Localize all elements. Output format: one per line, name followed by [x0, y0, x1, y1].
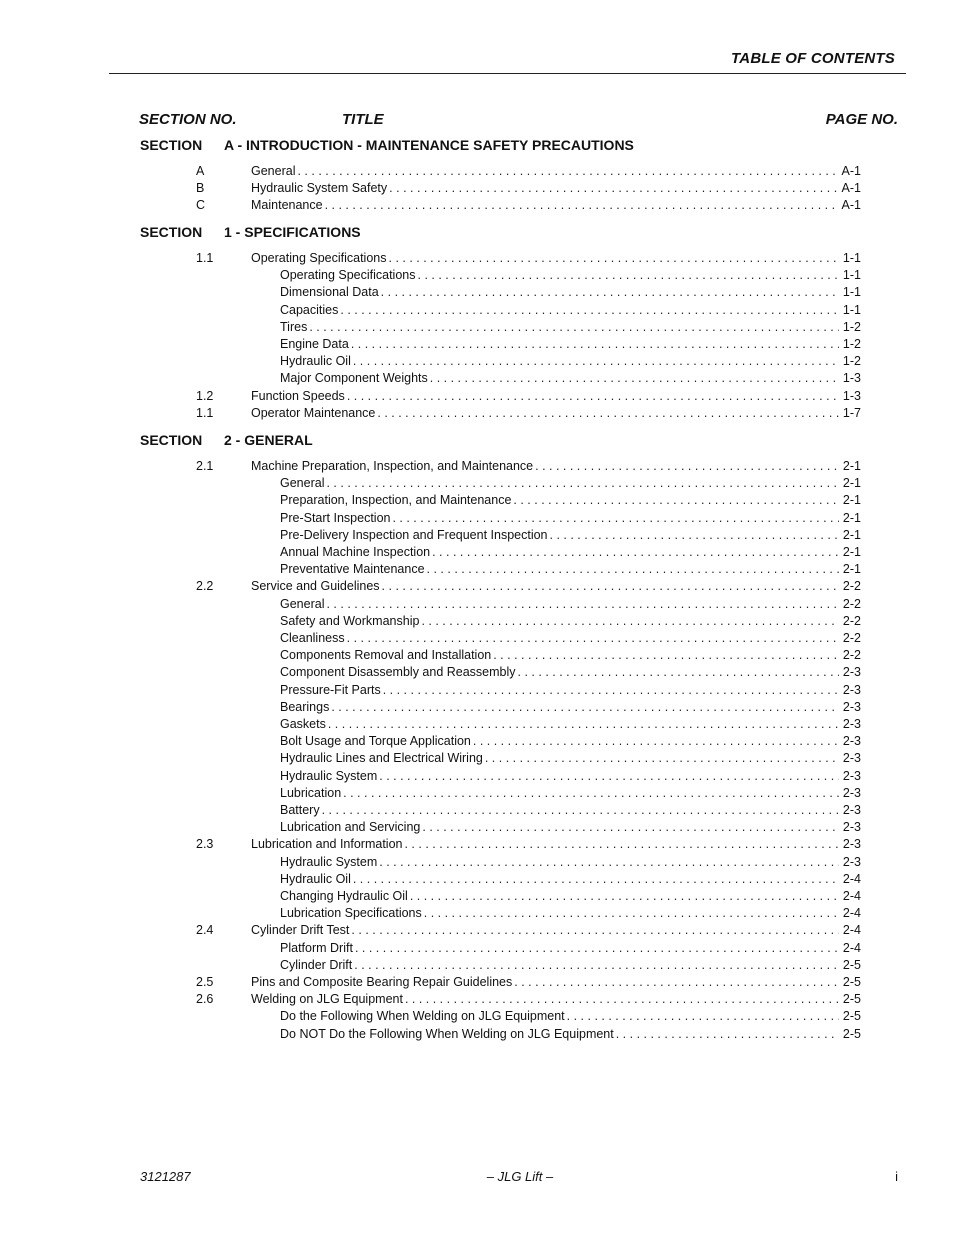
toc-entry[interactable] [196, 922, 861, 939]
toc-dot-leader [567, 1008, 839, 1025]
toc-dot-leader [485, 750, 839, 767]
toc-entry-title: Pressure-Fit Parts [280, 682, 381, 697]
toc-dot-leader [422, 819, 839, 836]
toc-entry-page: 1-7 [842, 405, 861, 420]
toc-dot-leader [518, 664, 839, 681]
toc-dot-leader [513, 492, 839, 509]
toc-entry-page: 2-4 [842, 889, 861, 903]
toc-entry-page: 2-4 [842, 940, 861, 955]
toc-entry-title: Operator Maintenance [251, 405, 376, 420]
toc-dot-leader [354, 957, 839, 974]
toc-dot-leader [473, 733, 839, 750]
toc-entry-page: 2-3 [842, 717, 861, 731]
toc-entry-title: Welding on JLG Equipment [251, 992, 403, 1007]
toc-dot-leader [328, 716, 839, 733]
toc-dot-leader [550, 527, 839, 544]
toc-entry-page: 2-3 [842, 682, 861, 697]
toc-entry-page: 2-3 [842, 751, 861, 766]
toc-entry-page: 2-3 [842, 665, 861, 680]
toc-entry-number: 1.1 [196, 251, 214, 265]
toc-dot-leader [351, 336, 839, 353]
section-heading [140, 136, 634, 154]
toc-entry[interactable] [196, 250, 861, 267]
toc-entry-title: Cylinder Drift Test [251, 923, 350, 938]
toc-entry-number: B [196, 181, 205, 196]
toc-entry[interactable] [196, 991, 861, 1008]
toc-entry-page: A-1 [841, 164, 861, 178]
toc-entry[interactable] [280, 561, 861, 578]
toc-entry[interactable] [196, 197, 861, 214]
toc-entry-page: 1-2 [842, 337, 861, 351]
footer-doc-number: 3121287 [140, 1169, 191, 1184]
toc-entry-title: Component Disassembly and Reassembly [280, 665, 516, 680]
toc-entry[interactable] [280, 768, 861, 785]
toc-entry-number: 1.1 [196, 405, 214, 420]
toc-entry-page: 2-2 [842, 596, 861, 611]
toc-entry[interactable] [280, 353, 861, 370]
toc-dot-leader [493, 647, 839, 664]
toc-entry-title: Preventative Maintenance [280, 562, 425, 577]
toc-entry[interactable] [280, 699, 861, 716]
toc-entry-number: 2.4 [196, 923, 214, 938]
toc-entry-page: 2-5 [842, 1026, 861, 1041]
toc-entry-title: Preparation, Inspection, and Maintenance [280, 493, 512, 508]
toc-dot-leader [379, 768, 839, 785]
toc-entry[interactable] [280, 336, 861, 353]
toc-entry-number: 1.2 [196, 388, 214, 403]
toc-entry-title: Capacities [280, 302, 339, 317]
toc-entry-title: Major Component Weights [280, 371, 428, 386]
toc-dot-leader [418, 267, 839, 284]
toc-entry-page: 1-3 [842, 371, 861, 386]
toc-entry-page: A-1 [841, 198, 861, 213]
toc-entry-title: Hydraulic Lines and Electrical Wiring [280, 751, 483, 766]
toc-dot-leader [389, 250, 839, 267]
section-title: A - INTRODUCTION - MAINTENANCE SAFETY PRECAUTIONS [224, 137, 634, 153]
toc-entry[interactable] [280, 750, 861, 767]
toc-dot-leader [424, 905, 839, 922]
toc-dot-leader [410, 888, 839, 905]
column-heading-section: SECTION NO. [139, 111, 237, 128]
toc-entry[interactable] [280, 613, 861, 630]
toc-entry-page: 2-5 [842, 975, 861, 989]
toc-entry-page: 1-1 [842, 251, 861, 265]
toc-entry[interactable] [280, 785, 861, 802]
toc-entry-page: 2-1 [842, 545, 861, 559]
toc-dot-leader [322, 802, 839, 819]
toc-entry-title: General [251, 164, 296, 178]
section-word: SECTION [140, 137, 203, 153]
toc-entry-title: Hydraulic System [280, 768, 378, 783]
toc-dot-leader [514, 974, 839, 991]
toc-entry-page: 2-2 [842, 579, 861, 594]
toc-entry[interactable] [280, 647, 861, 664]
toc-dot-leader [430, 370, 839, 387]
toc-entry-title: Machine Preparation, Inspection, and Maintenance [251, 459, 534, 473]
toc-entry-page: 1-3 [842, 388, 861, 403]
toc-entry[interactable] [280, 716, 861, 733]
toc-entry-number: 2.1 [196, 459, 214, 473]
toc-entry-number: 2.3 [196, 837, 214, 852]
toc-entry[interactable] [280, 630, 861, 647]
toc-entry-title: Safety and Workmanship [280, 613, 420, 628]
toc-entry[interactable] [280, 284, 861, 301]
column-heading-page: PAGE NO. [825, 111, 898, 128]
toc-entry-title: Hydraulic System Safety [251, 181, 388, 196]
toc-entry-page: 2-3 [842, 785, 861, 800]
toc-entry-number: A [196, 164, 205, 178]
toc-entry[interactable] [280, 733, 861, 750]
toc-entry-title: Service and Guidelines [251, 579, 380, 594]
toc-entry-number: C [196, 198, 206, 213]
toc-entry[interactable] [280, 319, 861, 336]
toc-entry[interactable] [280, 527, 861, 544]
toc-entry-page: 2-3 [842, 837, 861, 852]
toc-dot-leader [347, 630, 839, 647]
toc-entry-page: 2-3 [842, 820, 861, 835]
toc-entry-title: Engine Data [280, 337, 349, 351]
toc-entry-page: 2-4 [842, 906, 861, 921]
toc-entry[interactable] [280, 302, 861, 319]
section-word: SECTION [140, 224, 203, 240]
toc-entry-title: Platform Drift [280, 940, 353, 955]
toc-entry-title: Pins and Composite Bearing Repair Guidelines [251, 975, 513, 989]
toc-entry-title: Gaskets [280, 717, 326, 731]
toc-entry-page: 2-1 [842, 476, 861, 491]
toc-entry-title: Lubrication and Servicing [280, 820, 421, 835]
toc-entry-title: Lubrication and Information [251, 837, 403, 852]
section-title: 1 - SPECIFICATIONS [224, 224, 361, 240]
toc-entry-page: 2-2 [842, 648, 861, 663]
toc-dot-leader [343, 785, 839, 802]
toc-entry[interactable] [280, 888, 861, 905]
toc-entry-page: 2-4 [842, 871, 861, 886]
toc-dot-leader [297, 163, 837, 180]
toc-entry-page: 1-1 [842, 268, 861, 283]
toc-dot-leader [421, 613, 838, 630]
toc-dot-leader [535, 458, 839, 475]
toc-dot-leader [325, 197, 838, 214]
toc-dot-leader [383, 682, 839, 699]
toc-entry-title: General [280, 596, 325, 611]
toc-dot-leader [347, 388, 839, 405]
toc-dot-leader [427, 561, 839, 578]
toc-entry[interactable] [280, 1008, 861, 1025]
toc-entry[interactable] [280, 475, 861, 492]
toc-entry-number: 2.2 [196, 579, 214, 594]
toc-entry-title: Tires [280, 319, 308, 334]
toc-entry[interactable] [280, 370, 861, 387]
toc-entry[interactable] [280, 940, 861, 957]
toc-dot-leader [353, 871, 839, 888]
toc-entry[interactable] [196, 458, 861, 475]
toc-entry-page: 2-5 [842, 992, 861, 1007]
toc-dot-leader [326, 475, 838, 492]
toc-entry-title: Cylinder Drift [280, 957, 353, 972]
toc-entry-page: 2-1 [842, 527, 861, 542]
toc-entry-page: 2-1 [842, 510, 861, 525]
section-heading [140, 223, 361, 241]
toc-dot-leader [616, 1026, 839, 1043]
toc-entry[interactable] [280, 1026, 861, 1043]
toc-entry-title: Hydraulic System [280, 854, 378, 869]
section-title: 2 - GENERAL [224, 432, 313, 448]
toc-entry-title: Pre-Start Inspection [280, 510, 391, 525]
toc-dot-leader [309, 319, 839, 336]
toc-entry[interactable] [280, 544, 861, 561]
toc-entry[interactable] [196, 388, 861, 405]
toc-entry[interactable] [196, 163, 861, 180]
toc-entry[interactable] [280, 802, 861, 819]
toc-entry-page: 2-2 [842, 631, 861, 645]
toc-entry-title: Components Removal and Installation [280, 648, 492, 663]
toc-entry[interactable] [280, 819, 861, 836]
toc-entry[interactable] [196, 974, 861, 991]
footer-center-text: – JLG Lift – [486, 1169, 554, 1184]
toc-dot-leader [389, 180, 837, 197]
toc-dot-leader [432, 544, 839, 561]
toc-entry-title: Cleanliness [280, 631, 345, 645]
toc-entry[interactable] [196, 836, 861, 853]
toc-entry-title: Bolt Usage and Torque Application [280, 734, 471, 749]
toc-entry-title: Pre-Delivery Inspection and Frequent Inspection [280, 527, 548, 542]
toc-entry-page: 2-1 [842, 459, 861, 473]
column-heading-title: TITLE [342, 111, 384, 128]
toc-entry-title: Operating Specifications [251, 251, 387, 265]
toc-entry[interactable] [196, 180, 861, 197]
toc-entry-page: 2-2 [842, 613, 861, 628]
toc-entry-page: 2-1 [842, 562, 861, 577]
toc-dot-leader [355, 940, 839, 957]
toc-dot-leader [377, 405, 839, 422]
toc-entry-number: 2.5 [196, 975, 214, 989]
toc-dot-leader [379, 854, 839, 871]
toc-entry-title: Bearings [280, 699, 330, 714]
toc-entry-page: 2-5 [842, 1009, 861, 1024]
footer-page-number: i [895, 1169, 898, 1184]
toc-entry[interactable] [280, 596, 861, 613]
toc-entry-title: Lubrication [280, 785, 342, 800]
toc-entry-title: Annual Machine Inspection [280, 545, 431, 559]
toc-entry-page: 1-2 [842, 319, 861, 334]
toc-entry-page: 2-3 [842, 734, 861, 749]
toc-entry-page: 1-2 [842, 354, 861, 369]
toc-dot-leader [405, 991, 839, 1008]
toc-entry[interactable] [280, 682, 861, 699]
page-header-title: TABLE OF CONTENTS [731, 50, 895, 67]
toc-entry[interactable] [196, 578, 861, 595]
toc-entry-page: 2-3 [842, 699, 861, 714]
toc-dot-leader [404, 836, 838, 853]
toc-entry-page: 2-3 [842, 768, 861, 783]
toc-entry-title: Operating Specifications [280, 268, 416, 283]
toc-entry-title: General [280, 476, 325, 491]
toc-entry[interactable] [280, 905, 861, 922]
toc-entry-title: Maintenance [251, 198, 323, 213]
toc-entry[interactable] [280, 854, 861, 871]
toc-entry[interactable] [280, 492, 861, 509]
toc-dot-leader [351, 922, 839, 939]
toc-entry-title: Do NOT Do the Following When Welding on JLG Equipment [280, 1026, 614, 1041]
toc-entry-page: 2-1 [842, 493, 861, 508]
toc-entry-page: 2-4 [842, 923, 861, 938]
toc-entry-title: Function Speeds [251, 388, 345, 403]
toc-entry[interactable] [280, 267, 861, 284]
toc-dot-leader [392, 510, 838, 527]
toc-entry[interactable] [196, 405, 861, 422]
toc-entry-title: Dimensional Data [280, 285, 379, 300]
section-heading [140, 431, 313, 449]
toc-dot-leader [381, 284, 839, 301]
toc-entry-page: A-1 [841, 181, 861, 196]
toc-entry-page: 1-1 [842, 285, 861, 300]
section-word: SECTION [140, 432, 203, 448]
toc-entry-title: Changing Hydraulic Oil [280, 889, 408, 903]
toc-dot-leader [353, 353, 839, 370]
toc-entry-number: 2.6 [196, 992, 214, 1007]
toc-entry-page: 2-3 [842, 803, 861, 817]
toc-entry-page: 2-3 [842, 854, 861, 869]
toc-entry-title: Do the Following When Welding on JLG Equipment [280, 1009, 565, 1024]
toc-entry[interactable] [280, 664, 861, 681]
toc-entry-page: 2-5 [842, 957, 861, 972]
toc-dot-leader [340, 302, 839, 319]
toc-entry-title: Hydraulic Oil [280, 354, 351, 369]
toc-dot-leader [331, 699, 839, 716]
toc-entry[interactable] [280, 510, 861, 527]
toc-entry-page: 1-1 [842, 302, 861, 317]
toc-entry[interactable] [280, 957, 861, 974]
toc-entry-title: Lubrication Specifications [280, 906, 422, 921]
toc-entry-title: Hydraulic Oil [280, 871, 351, 886]
toc-dot-leader [326, 596, 838, 613]
toc-dot-leader [382, 578, 839, 595]
toc-entry[interactable] [280, 871, 861, 888]
toc-entry-title: Battery [280, 803, 320, 817]
